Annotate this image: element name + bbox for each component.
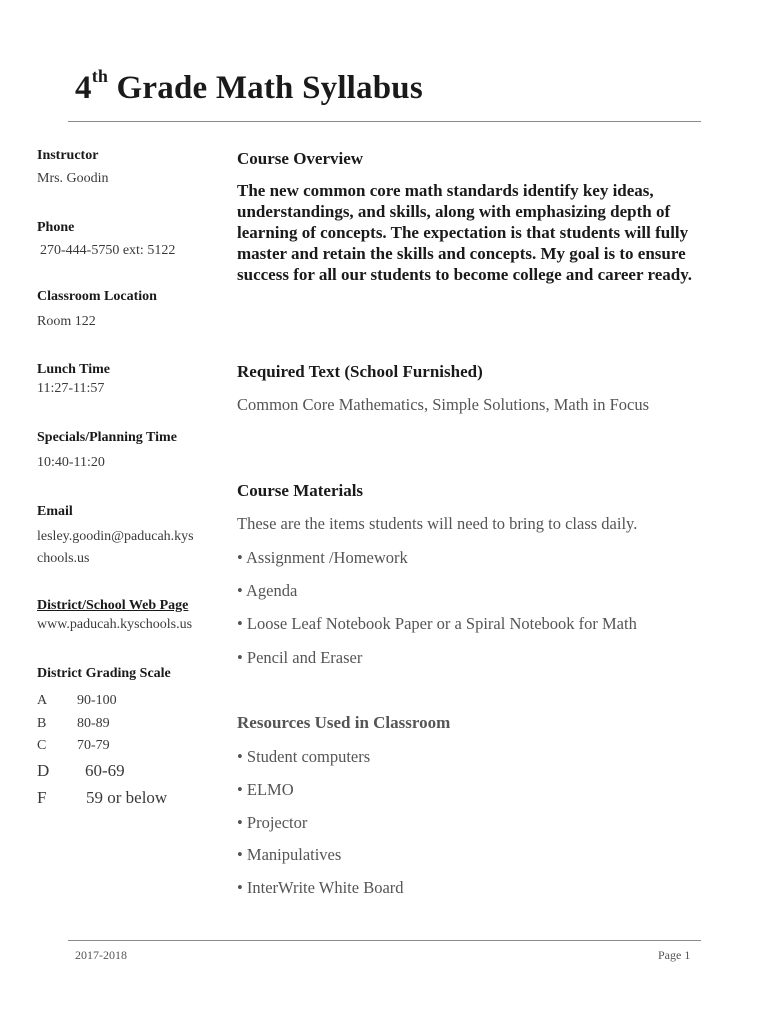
email-line-1: lesley.goodin@paducah.kys [37,529,194,544]
lunch-section [37,362,222,400]
specials-section [37,430,222,474]
email-section [37,504,222,570]
specials-value: 10:40-11:20 [37,455,105,470]
phone-section [37,220,222,262]
grade-row-f: F 59 or below [37,788,168,807]
list-item: • ELMO [237,780,294,799]
grading-label: District Grading Scale [37,666,171,681]
list-item: • InterWrite White Board [237,878,404,897]
page-number: Page 1 [658,948,691,962]
web-section [37,598,222,636]
web-label: District/School Web Page [37,598,189,613]
required-text-heading: Required Text (School Furnished) [237,362,483,381]
email-value[interactable] [37,526,222,570]
list-item: • Agenda [237,581,298,600]
overview-text: The new common core math standards identify key ideas, understandings, and skills, along with emphasizing depth of learning of concepts. The expectation is that students will fully master and retain the skills and concepts. My goal is to ensure success for all our students to become college and career ready. [237,181,693,284]
footer-year: 2017-2018 [75,948,127,962]
list-item: • Assignment /Homework [237,548,408,567]
grade-row-b: B 80-89 [37,716,110,731]
specials-label: Specials/Planning Time [37,430,177,445]
materials-heading: Course Materials [237,481,364,500]
overview-heading: Course Overview [237,149,364,168]
required-text-value: Common Core Mathematics, Simple Solutions, Math in Focus [237,395,650,414]
header-divider [68,121,701,122]
phone-value: 270-444-5750 ext: 5122 [40,243,176,258]
grade-row-c: C 70-79 [37,738,110,753]
email-line-2: chools.us [37,551,90,566]
lunch-value: 11:27-11:57 [37,381,105,396]
location-value: Room 122 [37,314,96,329]
list-item: • Manipulatives [237,845,342,864]
list-item: • Student computers [237,747,371,766]
footer-divider [68,940,701,941]
instructor-section [37,148,222,190]
location-section [37,289,222,333]
phone-label: Phone [37,220,75,235]
list-item: • Loose Leaf Notebook Paper or a Spiral Notebook for Math [237,614,637,633]
grade-row-a: A 90-100 [37,693,117,708]
instructor-label: Instructor [37,148,99,163]
materials-intro: These are the items students will need to bring to class daily. [237,514,638,533]
resources-heading: Resources Used in Classroom [237,713,451,732]
web-link[interactable]: www.paducah.kyschools.us [37,617,193,632]
location-label: Classroom Location [37,289,157,304]
email-label: Email [37,504,73,519]
lunch-label: Lunch Time [37,362,111,377]
list-item: • Projector [237,813,308,832]
instructor-value: Mrs. Goodin [37,171,109,186]
grade-row-d: D 60-69 [37,761,125,780]
list-item: • Pencil and Eraser [237,648,363,667]
grading-section [37,666,222,682]
page-title: 4th Grade Math Syllabus [75,66,423,106]
